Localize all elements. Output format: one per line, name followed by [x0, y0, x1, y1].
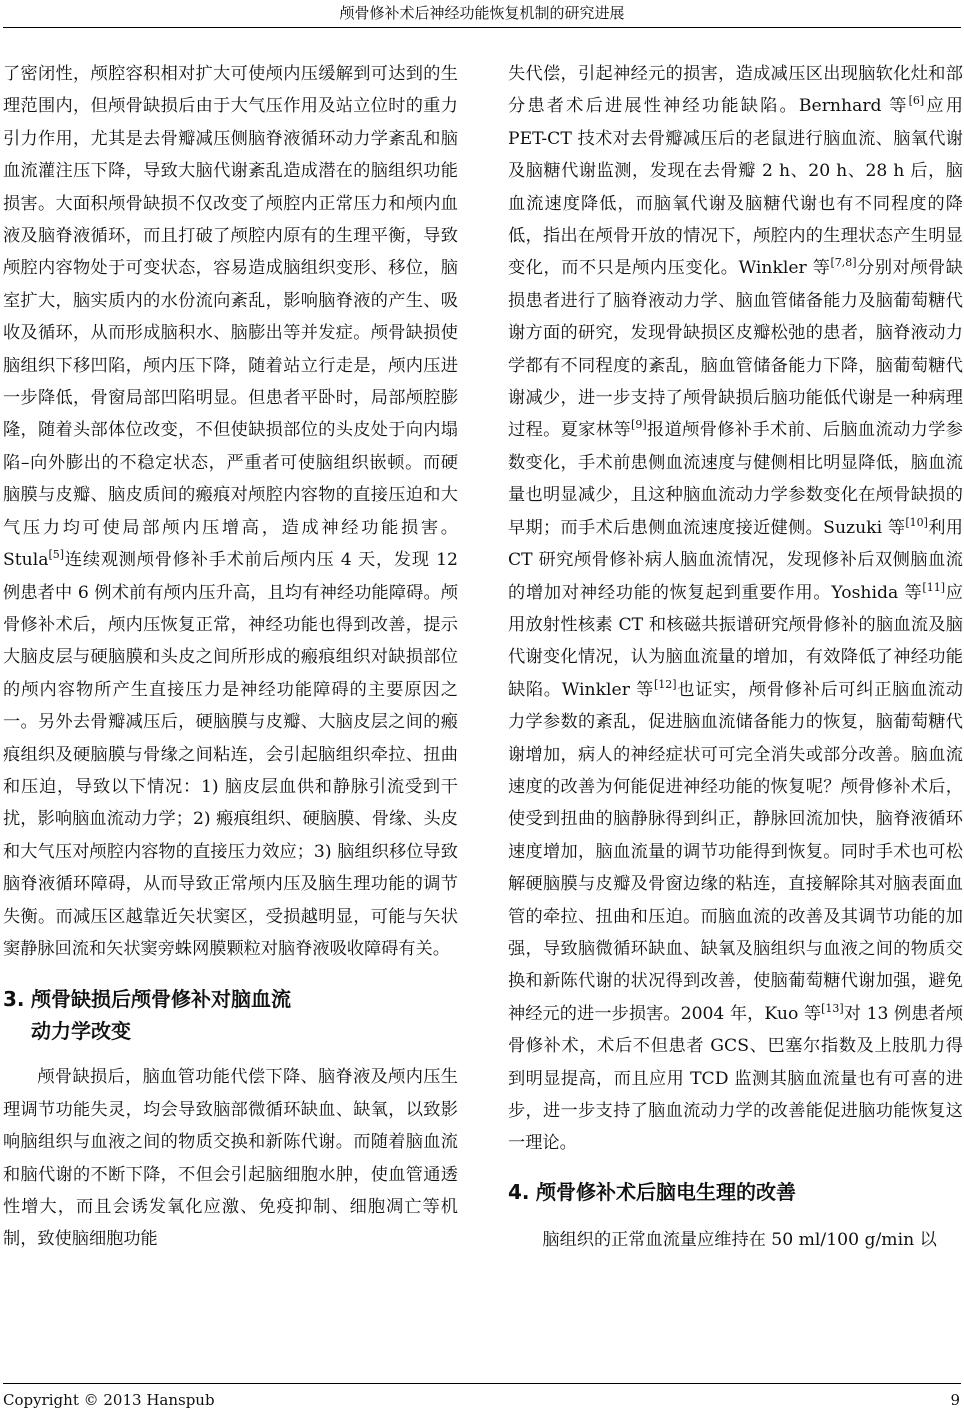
footer-copyright: Copyright © 2013 Hanspub: [3, 1391, 215, 1409]
body-text: 应用 PET-CT 技术对去骨瓣减压后的老鼠进行脑血流、脑氧代谢及脑糖代谢监测，发现在去骨瓣 2 h、20 h、28 h 后，脑血流速度降低，而脑氧代谢及脑糖代谢也有不同程度的降低，指出在颅骨开放的情况下，颅腔内的生理状态产生明显变化，而不只是颅内压变化。Winkler 等: [508, 96, 963, 279]
citation: [12]: [654, 677, 677, 691]
body-text: 了密闭性，颅腔容积相对扩大可使颅内压缓解到可达到的生理范围内，但颅骨缺损后由于大气压作用及站立位时的重力引力作用，尤其是去骨瓣减压侧脑脊液循环动力学紊乱和脑血流灌注压下降，导致大脑代谢紊乱造成潜在的脑组织功能损害。大面积颅骨缺损不仅改变了颅腔内正常压力和颅内血液及脑脊液循环，而且打破了颅腔内原有的生理平衡，导致颅腔内容物处于可变状态，容易造成脑组织变形、移位，脑室扩大，脑实质内的水份流向紊乱，影响脑脊液的产生、吸收及循环，从而形成脑积水、脑膨出等并发症。颅骨缺损使脑组织下移凹陷，颅内压下降，随着站立行走是，颅内压进一步降低，骨窗局部凹陷明显。但患者平卧时，局部颅腔膨隆，随着头部体位改变，不但使缺损部位的头皮处于向内塌陷–向外膨出的不稳定状态，严重者可使脑组织嵌顿。而硬脑膜与皮瓣、脑皮质间的瘢痕对颅腔内容物的直接压迫和大气压力均可使局部颅内压增高，造成神经功能损害。Stula: [3, 64, 458, 571]
body-text: 应用放射性核素 CT 和核磁共振谱研究颅骨修补的脑血流及脑代谢变化情况，认为脑血流量的增加，有效降低了神经功能缺陷。Winkler 等: [508, 582, 963, 700]
section-number: 4.: [508, 1179, 530, 1204]
section-heading: [508, 1176, 963, 1208]
footer-divider: [3, 1383, 961, 1384]
body-text: 分别对颅骨缺损患者进行了脑脊液动力学、脑血管储备能力及脑葡萄糖代谢方面的研究，发现骨缺损区皮瓣松弛的患者，脑脊液动力学都有不同程度的紊乱，脑血管储备能力下降，脑葡萄糖代谢减少，进一步支持了颅骨缺损后脑功能低代谢是一种病理过程。夏家林等: [508, 258, 963, 441]
running-header: 颅骨修补术后神经功能恢复机制的研究进展: [339, 4, 625, 22]
citation: [11]: [922, 580, 946, 594]
body-text: 也证实，颅骨修补后可纠正脑血流动力学参数的紊乱，促进脑血流储备能力的恢复，脑葡萄糖代谢增加，病人的神经症状可可完全消失或部分改善。脑血流速度的改善为何能促进神经功能的恢复呢？颅骨修补术后，使受到扭曲的脑静脉得到纠正，静脉回流加快，脑脊液循环速度增加，脑血流量的调节功能得到恢复。同时手术也可松解硬脑膜与皮瓣及骨窗边缘的粘连，直接解除其对脑表面血管的牵拉、扭曲和压迫。而脑血流的改善及其调节功能的加强，导致脑微循环缺血、缺氧及脑组织与血液之间的物质交换和新陈代谢的状况得到改善，使脑葡萄糖代谢加强，避免神经元的进一步损害。2004 年，Kuo 等: [508, 679, 963, 1024]
section-title-line1: 颅骨缺损后颅骨修补对脑血流: [31, 987, 291, 1012]
paragraph: 脑组织的正常血流量应维持在 50 ml/100 g/min 以: [542, 1229, 937, 1250]
body-text: 对 13 例患者颅骨修补术，术后不但患者 GCS、巴塞尔指数及上肢肌力得到明显提高，而且应用 TCD 监测其脑血流量也有可喜的进步，进一步支持了脑血流动力学的改善能促进脑功能恢复这一理论。: [508, 1003, 963, 1154]
citation: [7,8]: [830, 256, 857, 270]
paragraph: 颅骨缺损后，脑血管功能代偿下降、脑脊液及颅内压生理调节功能失灵，均会导致脑部微循环缺血、缺氧，以致影响脑组织与血液之间的物质交换和新陈代谢。而随着脑血流和脑代谢的不断下降，不但会引起脑细胞水肿，使血管通透性增大，而且会诱发氧化应激、免疫抑制、细胞凋亡等机制，致使脑细胞功能: [3, 1067, 458, 1250]
header-divider: [3, 27, 961, 28]
section-number: 3.: [3, 987, 25, 1012]
citation: [9]: [631, 418, 647, 432]
body-text: 连续观测颅骨修补手术前后颅内压 4 天，发现 12 例患者中 6 例术前有颅内压升高，且均有神经功能障碍。颅骨修补术后，颅内压恢复正常，神经功能也得到改善，提示大脑皮层与硬脑膜和头皮之间所形成的瘢痕组织对缺损部位的颅内容物所产生直接压力是神经功能障碍的主要原因之一。另外去骨瓣减压后，硬脑膜与皮瓣、大脑皮层之间的瘢痕组织及硬脑膜与骨缘之间粘连，会引起脑组织牵拉、扭曲和压迫，导致以下情况：1) 脑皮层血供和静脉引流受到干扰，影响脑血流动力学；2) 瘢痕组织、硬脑膜、骨缘、头皮和大气压对颅腔内容物的直接压力效应；3) 脑组织移位导致脑脊液循环障碍，从而导致正常颅内压及脑生理功能的调节失衡。而减压区越靠近矢状窦区，受损越明显，可能与矢状窦静脉回流和矢状窦旁蛛网膜颗粒对脑脊液吸收障碍有关。: [3, 550, 458, 959]
body-text: 报道颅骨修补手术前、后脑血流动力学参数变化，手术前患侧血流速度与健侧相比明显降低，脑血流量也明显减少，且这种脑血流动力学参数变化在颅骨缺损的早期；而手术后患侧血流速度接近健侧。Suzuki 等: [508, 420, 963, 538]
section-title: 颅骨修补术后脑电生理的改善: [536, 1179, 796, 1204]
paragraph: [508, 58, 963, 1160]
citation: [10]: [905, 515, 928, 529]
citation: [5]: [48, 548, 65, 562]
section-heading: [3, 983, 458, 1047]
body-text: 利用 CT 研究颅骨修补病人脑血流情况，发现修补后双侧脑血流的增加对神经功能的恢复起到重要作用。Yoshida 等: [508, 517, 963, 603]
section-title-line2: 动力学改变: [31, 1019, 131, 1044]
right-column: [508, 58, 963, 1256]
left-column: [3, 58, 458, 1256]
page-number: 9: [950, 1391, 960, 1409]
citation: [6]: [908, 94, 925, 108]
citation: [13]: [821, 1001, 844, 1015]
body-text: 失代偿，引起神经元的损害，造成减压区出现脑软化灶和部分患者术后进展性神经功能缺陷。Bernhard 等: [508, 64, 963, 117]
paragraph: [3, 58, 458, 965]
